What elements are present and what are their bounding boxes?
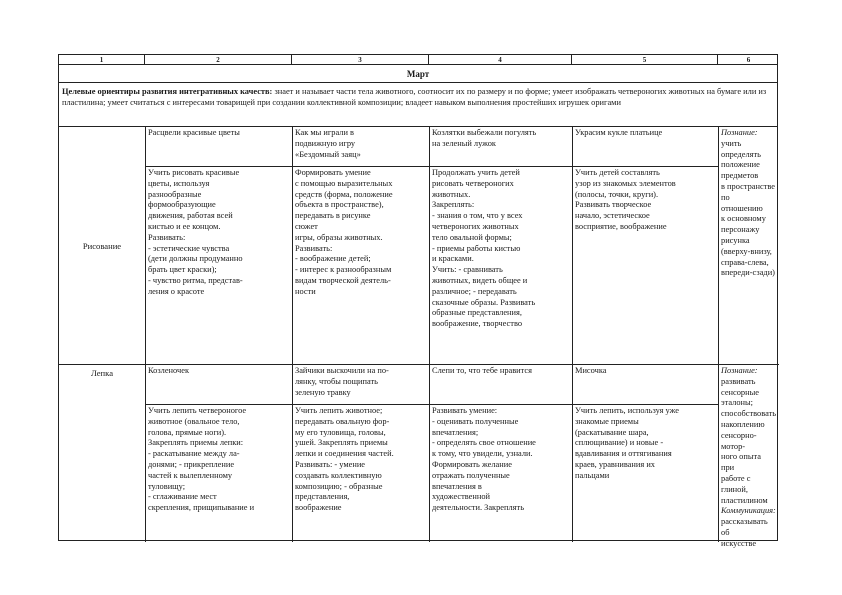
task-cell: Продолжать учить детей рисовать четвероногих животных. Закреплять: - знания о том, что у всех четвероногих животных тело овальной формы; - приемы работы кистью и красками. Учить: - сравнивать животных, видеть общее и различное; - передавать сказочные образы. Развивать образные представления, воображение, творчество xyxy=(432,168,536,329)
integration-heading: Коммуникация: xyxy=(721,506,776,516)
integration-cell xyxy=(718,365,779,548)
column-number: 2 xyxy=(145,55,292,65)
plan-table xyxy=(58,54,778,548)
column-numbers-row xyxy=(59,55,777,65)
integration-cell xyxy=(718,127,779,364)
month-title: Март xyxy=(59,65,777,83)
goals-row xyxy=(59,83,777,127)
column-number: 3 xyxy=(292,55,429,65)
column-number: 5 xyxy=(572,55,718,65)
integration-text: учить определять положение предметов в пространстве по отношению к основному персонажу рисунка (вверху-внизу, справа-слева, впереди-сзади) xyxy=(721,138,775,278)
topic-cell: Расцвели красивые цветы xyxy=(148,128,240,137)
row-label-risovanie: Рисование xyxy=(82,241,122,251)
task-cell: Формировать умение с помощью выразительных средств (форма, положение объекта в пространстве), передавать в рисунке сюжет игры, образы животных. Развивать: - воображение детей; - интерес к разнообразным видам творческой деятель- ности xyxy=(295,168,393,296)
topic-cell: Зайчики выскочили на по- лянку, чтобы пощипать зеленую травку xyxy=(295,366,389,397)
task-cell: Развивать умение: - оценивать полученные впечатления; - определять свое отношение к тому, что увидели, узнали. Формировать желание отражать полученные впечатления в художественной деятельности. Закреплять xyxy=(432,406,536,513)
integration-text: развивать сенсорные эталоны; способствовать накоплению сенсорно-мотор- ного опыта при работе с глиной, пластилином xyxy=(721,376,777,505)
row-label-lepka: Лепка xyxy=(90,368,114,378)
goals-text: знает и называет части тела животного, соотносит их по размеру и по форме; умеет изображать четвероногих животных на бумаге или из пластилина; умеет считаться с интересами товарищей при создании коллективной композиции; владеет навыком выполнения простейших игрушек оригами xyxy=(62,87,767,107)
topic-cell: Как мы играли в подвижную игру «Бездомный заяц» xyxy=(295,128,361,159)
task-cell: Учить рисовать красивые цветы, используя разнообразные формообразующие движения, работая всей кистью и ее концом. Развивать: - эстетические чувства (дети должны продуманно брать цвет краски); - чувство ритма, представ- ления о красоте xyxy=(148,168,243,296)
column-number: 1 xyxy=(59,55,145,65)
task-cell: Учить детей составлять узор из знакомых элементов (полосы, точки, круги). Развивать творческое начало, эстетическое восприятие, воображение xyxy=(575,168,676,231)
topic-cell: Козлятки выбежали погулять на зеленый лужок xyxy=(432,128,537,148)
column-number: 4 xyxy=(429,55,572,65)
topic-cell: Слепи то, что тебе нравится xyxy=(432,366,533,375)
integration-heading: Познание: xyxy=(721,128,758,137)
goals-label: Целевые ориентиры развития интегративных качеств: xyxy=(62,87,273,96)
column-number: 6 xyxy=(746,56,751,64)
task-cell: Учить лепить, используя уже знакомые приемы (раскатывание шара, сплющивание) и новые - вдавливания и оттягивания краев, уравнивания их пальцами xyxy=(575,406,680,480)
topic-cell: Козленочек xyxy=(148,366,190,375)
integration-heading: Познание: xyxy=(721,366,758,375)
integration-text: рассказывать об искусстве xyxy=(721,517,768,548)
task-cell: Учить лепить четвероногое животное (овальное тело, голова, прямые ноги). Закреплять приемы лепки: - раскатывание между ла- донями; - прикрепление частей к вылепленному туловищу; - сглаживание мест скрепления, прищипывание и xyxy=(148,406,255,513)
task-cell: Учить лепить животное; передавать овальную фор- му его туловища, головы, ушей. Закреплять приемы лепки и соединения частей. Развивать: - умение создавать коллективную композицию; - образные представления, воображение xyxy=(295,406,394,513)
topic-cell: Мисочка xyxy=(575,366,607,375)
topic-cell: Украсим кукле платьице xyxy=(575,128,663,137)
